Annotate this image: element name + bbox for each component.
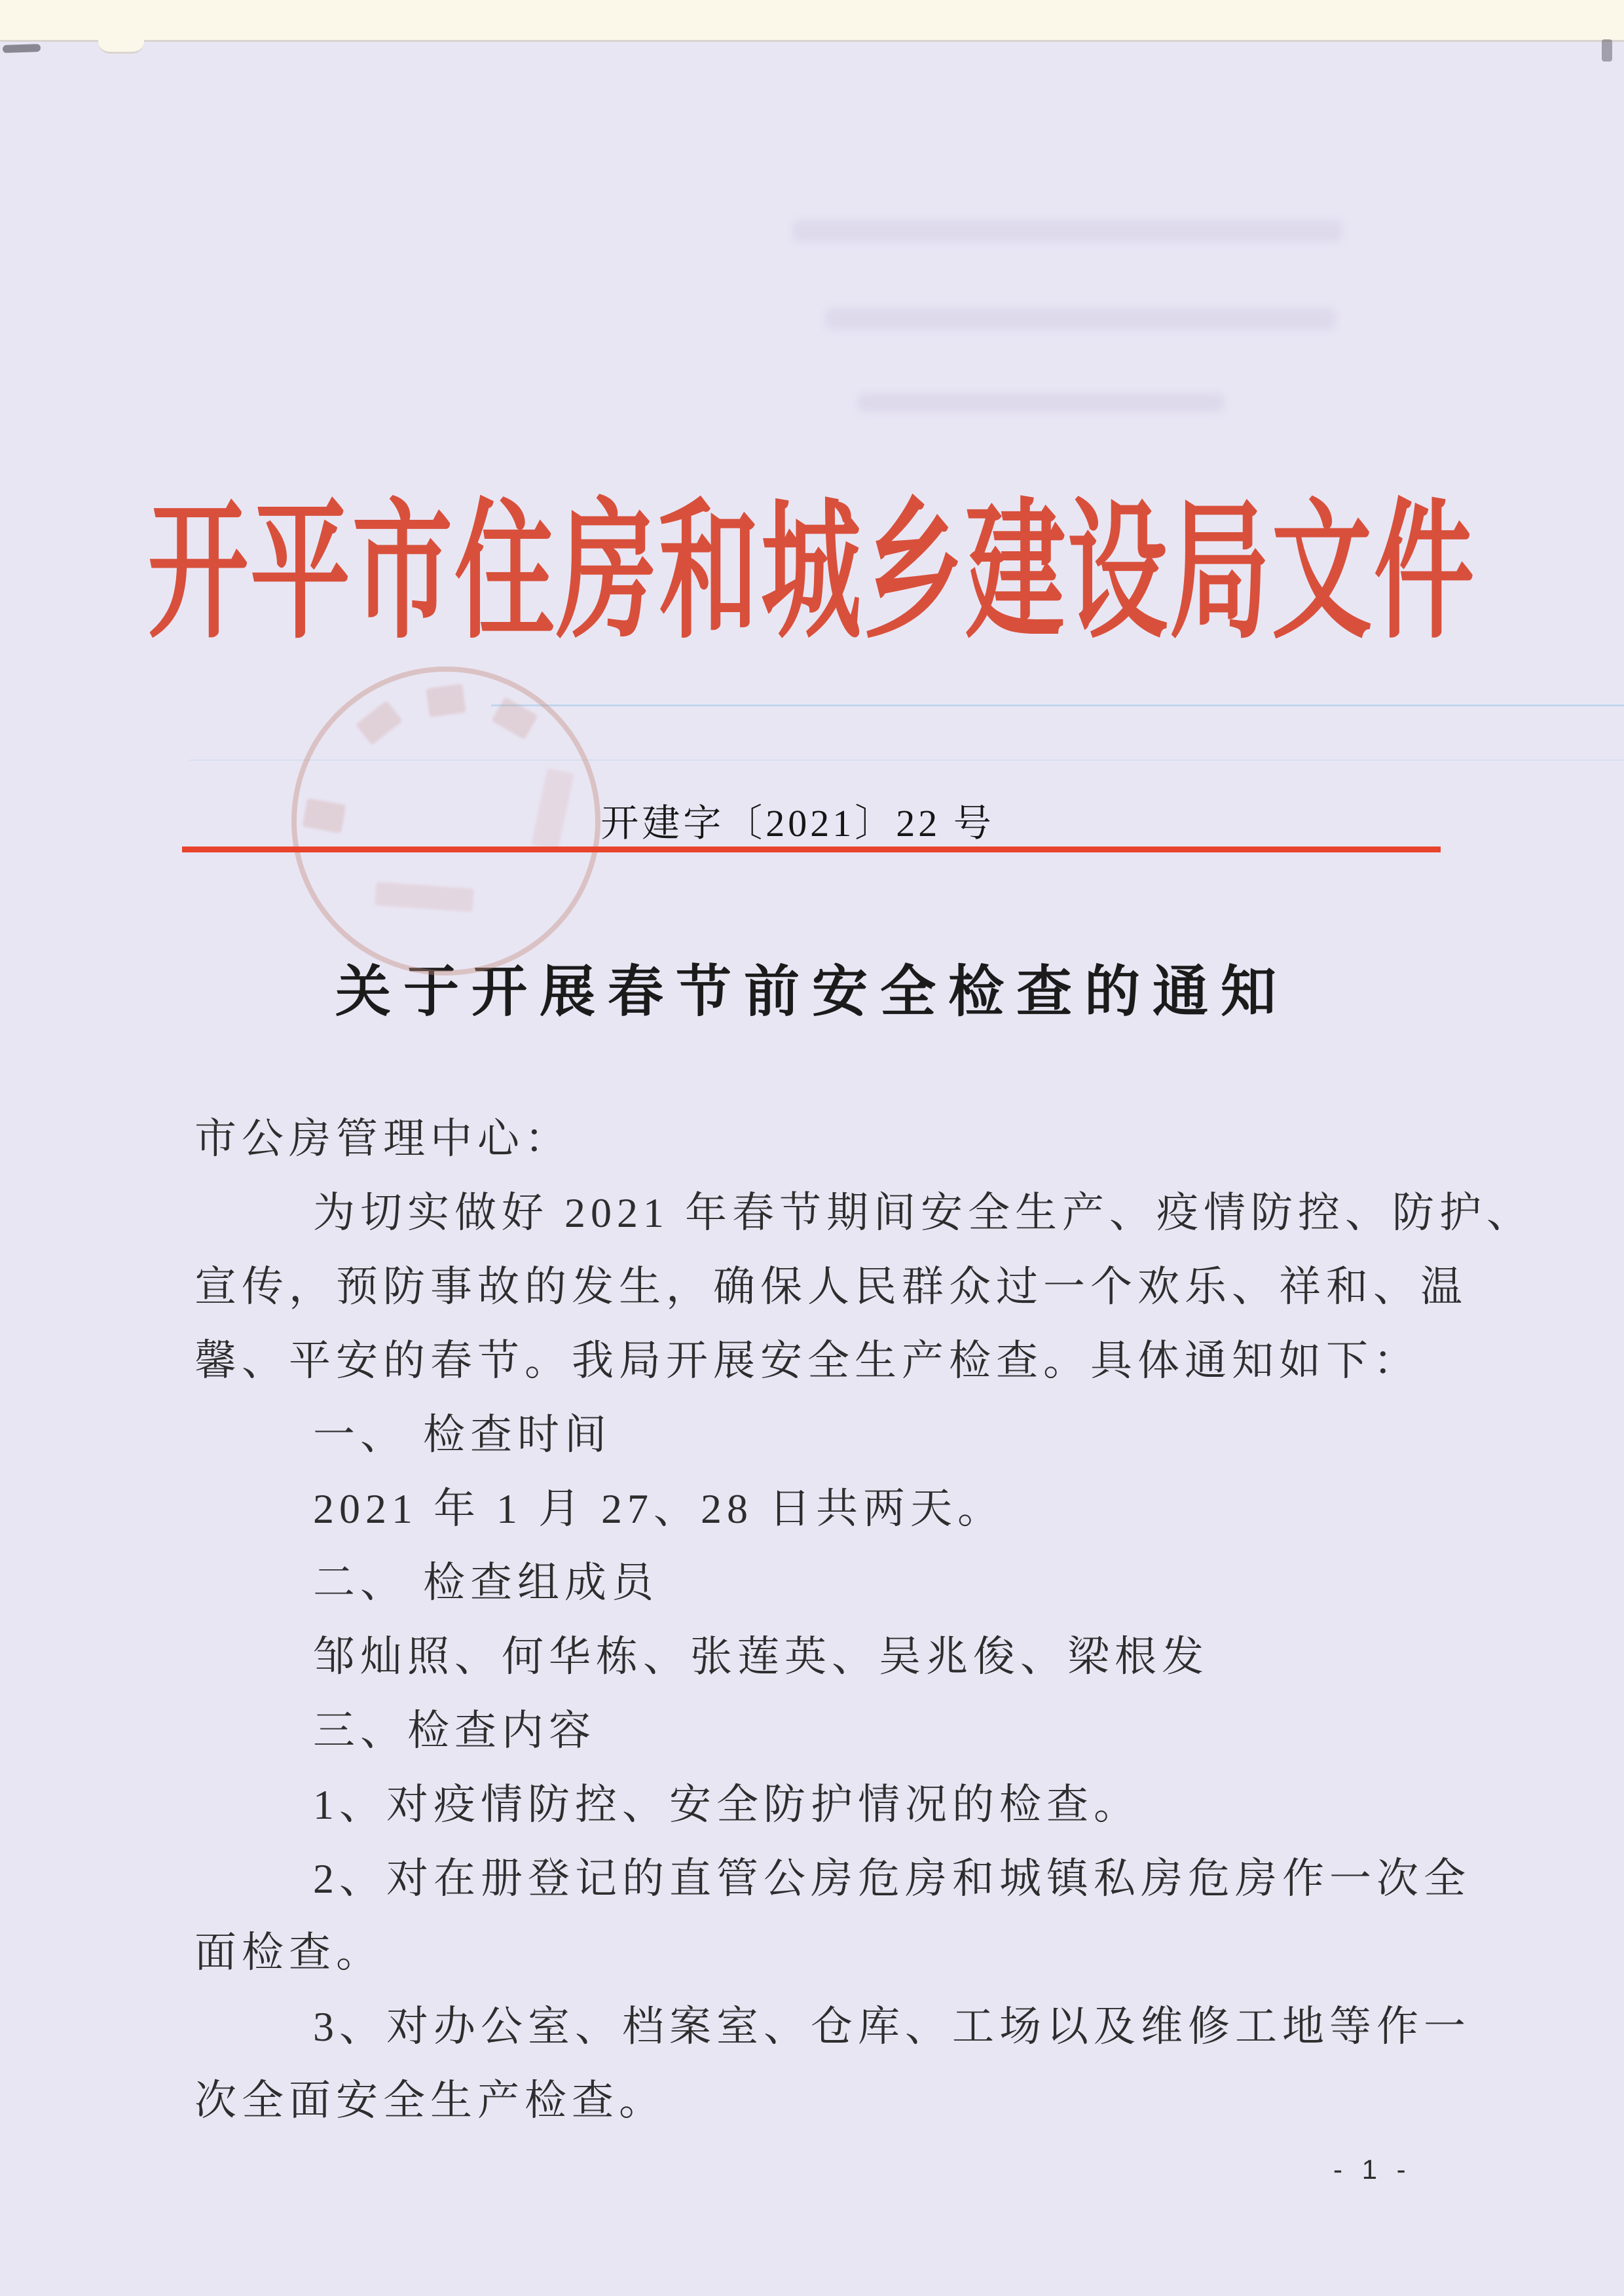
ink-bleedthrough-smudge <box>858 393 1225 412</box>
body-line: 次全面安全生产检查。 <box>194 2077 666 2124</box>
page-number: - 1 - <box>1333 2154 1412 2185</box>
document-title: 关于开展春节前安全检查的通知 <box>335 962 1289 1023</box>
letterhead-divider-rule <box>182 847 1441 852</box>
stamp-glyph-smudge <box>491 697 538 739</box>
scanner-edge-notch <box>98 26 144 54</box>
ink-bleedthrough-smudge <box>792 220 1342 242</box>
body-line: 馨、平安的春节。我局开展安全生产检查。具体通知如下： <box>194 1338 1420 1384</box>
body-line: 邹灿照、何华栋、张莲英、吴兆俊、梁根发 <box>313 1633 1209 1680</box>
agency-letterhead-title: 开平市住房和城乡建设局文件 <box>147 491 1476 657</box>
body-line: 2021 年 1 月 27、28 日共两天。 <box>313 1485 1005 1532</box>
stamp-glyph-smudge <box>426 683 466 717</box>
stamp-glyph-smudge <box>356 701 403 745</box>
body-line: 为切实做好 2021 年春节期间安全生产、疫情防控、防护、 <box>313 1190 1534 1236</box>
stamp-glyph-smudge <box>375 882 474 912</box>
body-line: 1、对疫情防控、安全防护情况的检查。 <box>313 1781 1141 1828</box>
scan-artifact-speck <box>1602 39 1612 62</box>
document-reference-number: 开建字〔2021〕22 号 <box>600 802 995 845</box>
body-line: 一、 检查时间 <box>313 1412 612 1458</box>
body-line: 市公房管理中心： <box>194 1116 572 1162</box>
scanner-edge-band <box>0 0 1624 42</box>
scan-artifact-speck <box>3 44 41 53</box>
ink-bleedthrough-smudge <box>825 308 1336 330</box>
body-line: 宣传，预防事故的发生，确保人民群众过一个欢乐、祥和、温 <box>194 1264 1467 1310</box>
body-line: 三、检查内容 <box>313 1707 596 1754</box>
body-line: 3、对办公室、档案室、仓库、工场以及维修工地等作一 <box>313 2003 1471 2050</box>
body-line: 二、 检查组成员 <box>313 1559 659 1606</box>
body-line: 2、对在册登记的直管公房危房和城镇私房危房作一次全 <box>313 1855 1471 1902</box>
body-line: 面检查。 <box>194 1929 383 1976</box>
scan-artifact-line <box>491 704 1624 706</box>
